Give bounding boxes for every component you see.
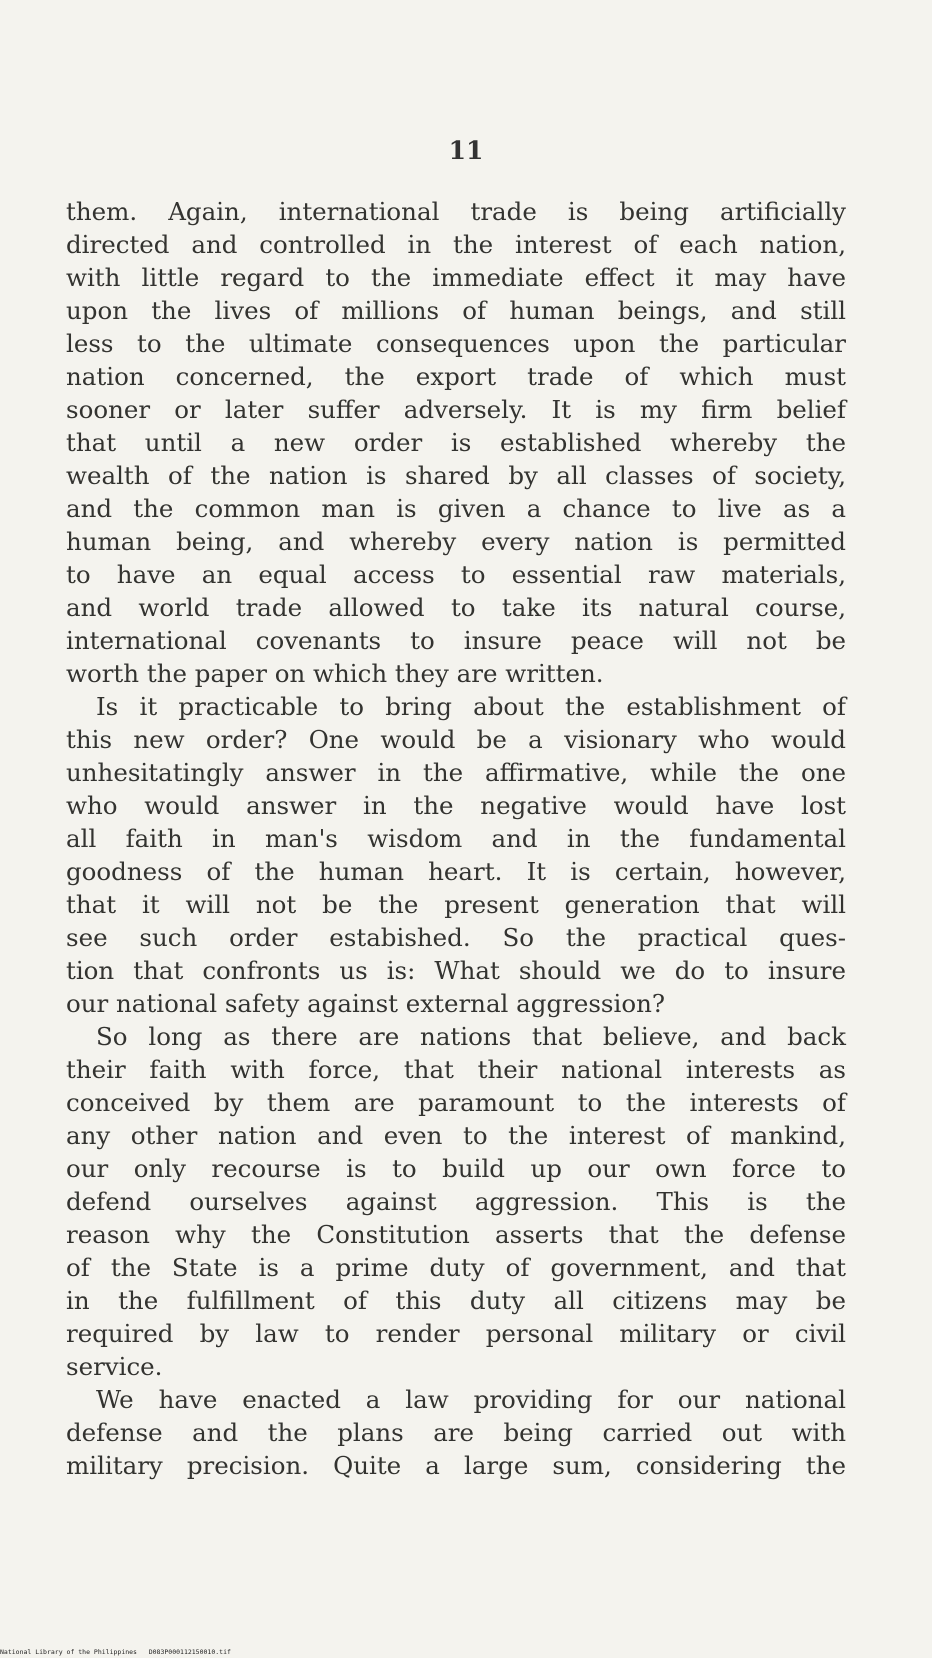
text-line: less to the ultimate consequences upon the particular	[66, 329, 846, 358]
text-line: in the fulfillment of this duty all citizens may be	[66, 1286, 846, 1315]
text-line: defense and the plans are being carried out with	[66, 1418, 846, 1447]
text-line: that it will not be the present generation that will	[66, 890, 846, 919]
text-line: human being, and whereby every nation is permitted	[66, 527, 846, 556]
text-line: nation concerned, the export trade of which must	[66, 362, 846, 391]
text-line: military precision. Quite a large sum, considering the	[66, 1451, 846, 1480]
page-number: 11	[448, 136, 484, 165]
text-line: directed and controlled in the interest of each nation,	[66, 230, 846, 259]
text-line: defend ourselves against aggression. This is the	[66, 1187, 846, 1216]
footer-library: National Library of the Philippines	[0, 1648, 137, 1656]
text-line: our only recourse is to build up our own force to	[66, 1154, 846, 1183]
text-line: our national safety against external aggression?	[66, 989, 666, 1018]
text-line: upon the lives of millions of human beings, and still	[66, 296, 846, 325]
text-line: Is it practicable to bring about the establishment of	[96, 692, 846, 721]
text-line: see such order estabished. So the practical ques-	[66, 923, 846, 952]
text-line: all faith in man's wisdom and in the fundamental	[66, 824, 846, 853]
text-line: worth the paper on which they are written.	[66, 659, 604, 688]
text-line: tion that confronts us is: What should we do to insure	[66, 956, 846, 985]
scan-footer	[0, 1648, 231, 1656]
text-line: this new order? One would be a visionary who would	[66, 725, 846, 754]
text-line: unhesitatingly answer in the affirmative, while the one	[66, 758, 846, 787]
text-line: and the common man is given a chance to live as a	[66, 494, 846, 523]
text-line: conceived by them are paramount to the interests of	[66, 1088, 846, 1117]
text-line: So long as there are nations that believe, and back	[96, 1022, 846, 1051]
text-line: them. Again, international trade is being artificially	[66, 197, 846, 226]
text-line: wealth of the nation is shared by all classes of society,	[66, 461, 846, 490]
text-line: and world trade allowed to take its natural course,	[66, 593, 846, 622]
text-line: any other nation and even to the interest of mankind,	[66, 1121, 846, 1150]
text-line: reason why the Constitution asserts that the defense	[66, 1220, 846, 1249]
text-line: We have enacted a law providing for our national	[96, 1385, 846, 1414]
text-line: to have an equal access to essential raw materials,	[66, 560, 846, 589]
text-line: their faith with force, that their national interests as	[66, 1055, 846, 1084]
text-line: with little regard to the immediate effect it may have	[66, 263, 846, 292]
text-line: sooner or later suffer adversely. It is my firm belief	[66, 395, 846, 424]
text-line: service.	[66, 1352, 163, 1381]
text-line: who would answer in the negative would have lost	[66, 791, 846, 820]
text-line: international covenants to insure peace will not be	[66, 626, 846, 655]
text-line: of the State is a prime duty of government, and that	[66, 1253, 846, 1282]
text-line: goodness of the human heart. It is certain, however,	[66, 857, 846, 886]
text-line: that until a new order is established whereby the	[66, 428, 846, 457]
footer-file-id: D083P000112150010.tif	[148, 1648, 231, 1656]
body-text	[66, 195, 846, 1482]
text-line: required by law to render personal military or civil	[66, 1319, 846, 1348]
